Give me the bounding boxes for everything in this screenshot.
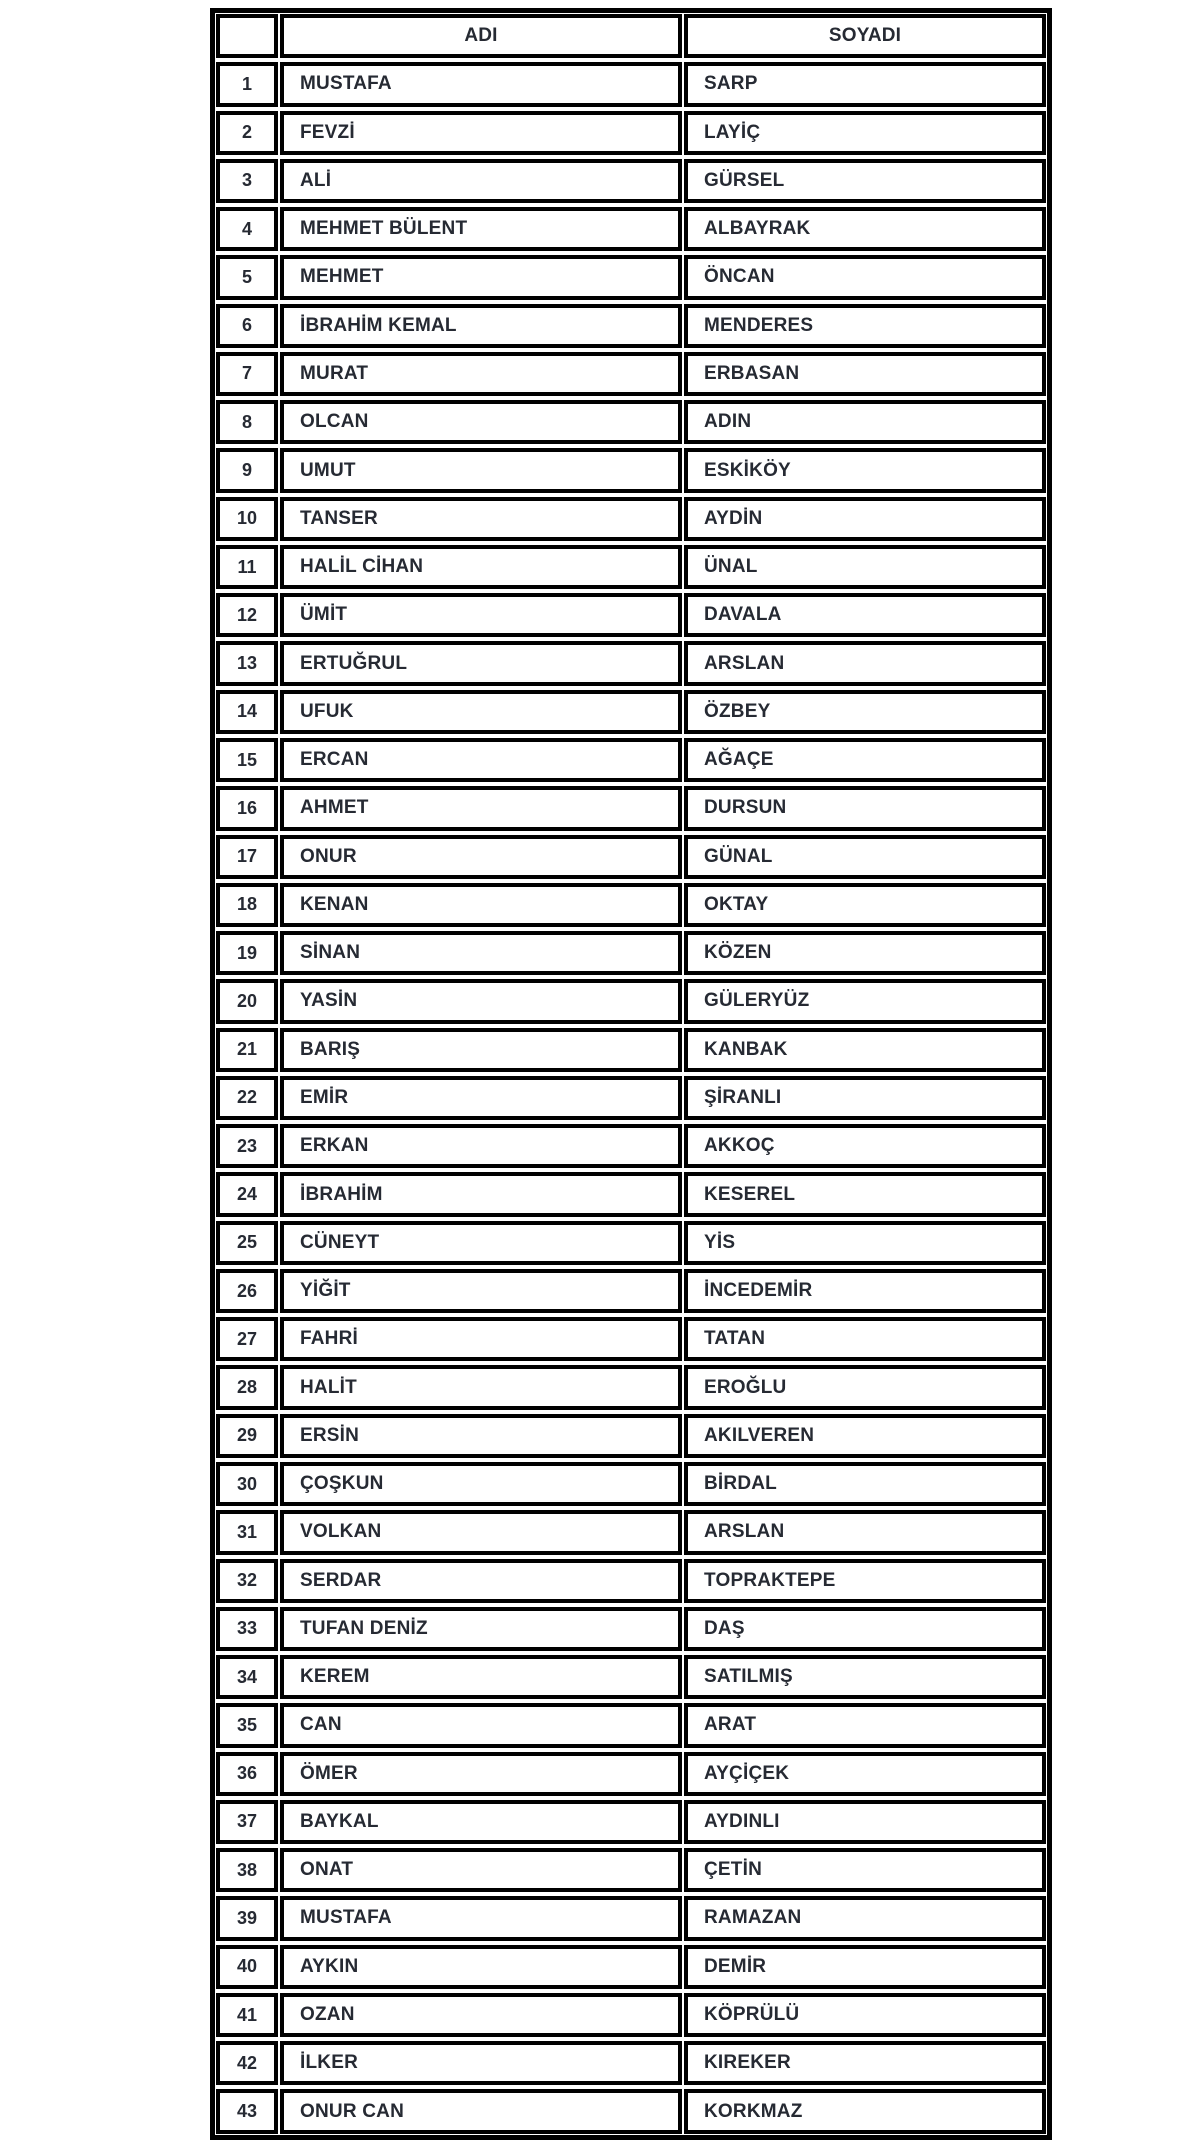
surname-cell: RAMAZAN [684,1896,1046,1940]
row-number-cell: 10 [216,497,278,541]
first-name-cell: CÜNEYT [280,1221,682,1265]
first-name-cell: UFUK [280,690,682,734]
surname-cell: ADIN [684,400,1046,444]
surname-cell: KÖPRÜLÜ [684,1993,1046,2037]
first-name-cell: ERCAN [280,738,682,782]
header-corner-cell [216,14,278,58]
first-name-cell: ONAT [280,1848,682,1892]
table-row [216,1221,1046,1265]
row-number-cell: 31 [216,1510,278,1554]
row-number-cell: 6 [216,304,278,348]
row-number-cell: 29 [216,1414,278,1458]
surname-cell: TOPRAKTEPE [684,1559,1046,1603]
first-name-cell: TUFAN DENİZ [280,1607,682,1651]
surname-cell: LAYİÇ [684,111,1046,155]
table-row [216,1510,1046,1554]
row-number-cell: 1 [216,62,278,106]
table-row [216,641,1046,685]
row-number-cell: 40 [216,1945,278,1989]
row-number-cell: 25 [216,1221,278,1265]
surname-cell: AYÇİÇEK [684,1752,1046,1796]
table-row [216,2041,1046,2085]
table-row [216,255,1046,299]
surname-cell: SATILMIŞ [684,1655,1046,1699]
first-name-cell: BARIŞ [280,1028,682,1072]
row-number-cell: 14 [216,690,278,734]
table-row [216,1028,1046,1072]
row-number-cell: 17 [216,835,278,879]
surname-cell: ÖZBEY [684,690,1046,734]
surname-cell: OKTAY [684,883,1046,927]
first-name-cell: ERSİN [280,1414,682,1458]
table-row [216,1559,1046,1603]
first-name-cell: EMİR [280,1076,682,1120]
table-row [216,1945,1046,1989]
row-number-cell: 11 [216,545,278,589]
row-number-cell: 32 [216,1559,278,1603]
first-name-cell: FEVZİ [280,111,682,155]
table-row [216,1993,1046,2037]
table-row [216,593,1046,637]
first-name-cell: OLCAN [280,400,682,444]
table-row [216,1896,1046,1940]
row-number-cell: 35 [216,1703,278,1747]
table-row [216,207,1046,251]
row-number-cell: 15 [216,738,278,782]
first-name-cell: OZAN [280,1993,682,2037]
row-number-cell: 3 [216,159,278,203]
table-row [216,545,1046,589]
first-name-cell: MUSTAFA [280,1896,682,1940]
table-row [216,835,1046,879]
surname-cell: BİRDAL [684,1462,1046,1506]
surname-cell: AKKOÇ [684,1124,1046,1168]
surname-cell: DAŞ [684,1607,1046,1651]
row-number-cell: 33 [216,1607,278,1651]
surname-cell: ÖNCAN [684,255,1046,299]
row-number-cell: 16 [216,786,278,830]
surname-cell: ALBAYRAK [684,207,1046,251]
column-header-adi: ADI [280,14,682,58]
surname-cell: ERBASAN [684,352,1046,396]
first-name-cell: SERDAR [280,1559,682,1603]
row-number-cell: 7 [216,352,278,396]
surname-cell: YİS [684,1221,1046,1265]
table-row [216,497,1046,541]
first-name-cell: ERTUĞRUL [280,641,682,685]
first-name-cell: YİĞİT [280,1269,682,1313]
surname-cell: EROĞLU [684,1365,1046,1409]
row-number-cell: 5 [216,255,278,299]
row-number-cell: 37 [216,1800,278,1844]
first-name-cell: ALİ [280,159,682,203]
table-row [216,111,1046,155]
row-number-cell: 26 [216,1269,278,1313]
surname-cell: KÖZEN [684,931,1046,975]
surname-cell: DAVALA [684,593,1046,637]
first-name-cell: CAN [280,1703,682,1747]
table-row [216,1655,1046,1699]
surname-cell: DURSUN [684,786,1046,830]
table-header-row [216,14,1046,58]
first-name-cell: HALİT [280,1365,682,1409]
first-name-cell: SİNAN [280,931,682,975]
first-name-cell: ÖMER [280,1752,682,1796]
surname-cell: ARAT [684,1703,1046,1747]
table-row [216,1462,1046,1506]
row-number-cell: 27 [216,1317,278,1361]
table-row [216,883,1046,927]
table-row [216,352,1046,396]
surname-cell: AYDINLI [684,1800,1046,1844]
row-number-cell: 39 [216,1896,278,1940]
surname-cell: GÜLERYÜZ [684,979,1046,1023]
row-number-cell: 43 [216,2089,278,2133]
surname-cell: İNCEDEMİR [684,1269,1046,1313]
first-name-cell: ERKAN [280,1124,682,1168]
table-row [216,931,1046,975]
first-name-cell: İLKER [280,2041,682,2085]
first-name-cell: ONUR CAN [280,2089,682,2133]
table-row [216,738,1046,782]
surname-cell: MENDERES [684,304,1046,348]
first-name-cell: MEHMET BÜLENT [280,207,682,251]
first-name-cell: ÜMİT [280,593,682,637]
table-row [216,1607,1046,1651]
surname-cell: KANBAK [684,1028,1046,1072]
surname-cell: KESEREL [684,1172,1046,1216]
row-number-cell: 36 [216,1752,278,1796]
first-name-cell: TANSER [280,497,682,541]
table-row [216,786,1046,830]
surname-cell: AĞAÇE [684,738,1046,782]
table-row [216,1752,1046,1796]
surname-cell: SARP [684,62,1046,106]
surname-cell: AKILVEREN [684,1414,1046,1458]
first-name-cell: VOLKAN [280,1510,682,1554]
surname-cell: ÇETİN [684,1848,1046,1892]
table-row [216,1703,1046,1747]
surname-cell: AYDİN [684,497,1046,541]
surname-cell: GÜNAL [684,835,1046,879]
surname-cell: KORKMAZ [684,2089,1046,2133]
table-row [216,2089,1046,2133]
surname-cell: ESKİKÖY [684,448,1046,492]
first-name-cell: AYKIN [280,1945,682,1989]
table-row [216,1365,1046,1409]
row-number-cell: 20 [216,979,278,1023]
table-row [216,1414,1046,1458]
surname-cell: DEMİR [684,1945,1046,1989]
row-number-cell: 12 [216,593,278,637]
row-number-cell: 9 [216,448,278,492]
first-name-cell: MURAT [280,352,682,396]
row-number-cell: 21 [216,1028,278,1072]
surname-cell: ŞİRANLI [684,1076,1046,1120]
table-row [216,62,1046,106]
first-name-cell: ÇOŞKUN [280,1462,682,1506]
table-row [216,1800,1046,1844]
first-name-cell: UMUT [280,448,682,492]
table-row [216,448,1046,492]
row-number-cell: 18 [216,883,278,927]
row-number-cell: 24 [216,1172,278,1216]
first-name-cell: MUSTAFA [280,62,682,106]
first-name-cell: İBRAHİM KEMAL [280,304,682,348]
table-row [216,1124,1046,1168]
first-name-cell: HALİL CİHAN [280,545,682,589]
names-table [210,8,1052,2140]
row-number-cell: 22 [216,1076,278,1120]
row-number-cell: 13 [216,641,278,685]
first-name-cell: İBRAHİM [280,1172,682,1216]
first-name-cell: FAHRİ [280,1317,682,1361]
surname-cell: ARSLAN [684,1510,1046,1554]
row-number-cell: 8 [216,400,278,444]
first-name-cell: KEREM [280,1655,682,1699]
row-number-cell: 2 [216,111,278,155]
row-number-cell: 42 [216,2041,278,2085]
table-row [216,1172,1046,1216]
surname-cell: GÜRSEL [684,159,1046,203]
surname-cell: ARSLAN [684,641,1046,685]
row-number-cell: 34 [216,1655,278,1699]
first-name-cell: KENAN [280,883,682,927]
row-number-cell: 41 [216,1993,278,2037]
row-number-cell: 19 [216,931,278,975]
table-row [216,979,1046,1023]
row-number-cell: 30 [216,1462,278,1506]
first-name-cell: AHMET [280,786,682,830]
table-row [216,1317,1046,1361]
row-number-cell: 23 [216,1124,278,1168]
table-row [216,400,1046,444]
surname-cell: ÜNAL [684,545,1046,589]
first-name-cell: MEHMET [280,255,682,299]
table-row [216,690,1046,734]
column-header-soyadi: SOYADI [684,14,1046,58]
first-name-cell: ONUR [280,835,682,879]
row-number-cell: 4 [216,207,278,251]
row-number-cell: 38 [216,1848,278,1892]
row-number-cell: 28 [216,1365,278,1409]
table-row [216,1848,1046,1892]
first-name-cell: YASİN [280,979,682,1023]
table-row [216,1269,1046,1313]
first-name-cell: BAYKAL [280,1800,682,1844]
table-row [216,1076,1046,1120]
surname-cell: KIREKER [684,2041,1046,2085]
surname-cell: TATAN [684,1317,1046,1361]
table-row [216,159,1046,203]
table-row [216,304,1046,348]
